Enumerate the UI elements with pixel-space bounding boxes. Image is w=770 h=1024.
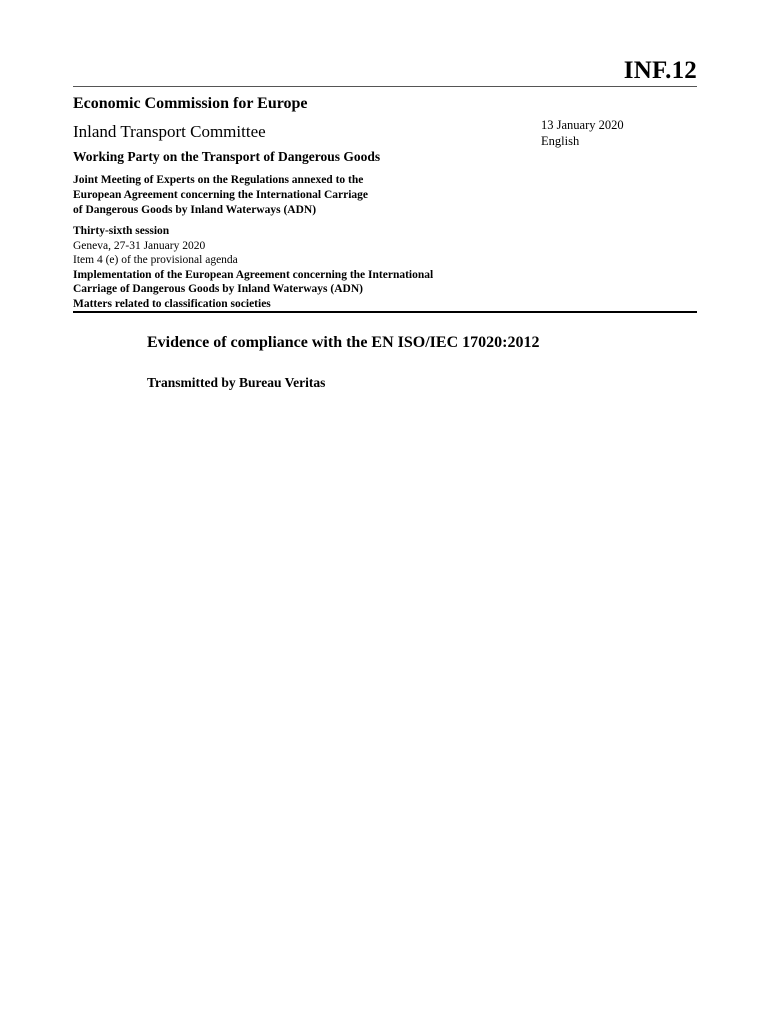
date-language-block	[541, 117, 624, 149]
organization-name: Economic Commission for Europe	[73, 95, 308, 112]
document-date: 13 January 2020	[541, 118, 624, 132]
committee-name: Inland Transport Committee	[73, 122, 266, 141]
working-party-name: Working Party on the Transport of Dangerous Goods	[73, 149, 381, 164]
session-name: Thirty-sixth session	[73, 225, 170, 237]
section-rule	[73, 311, 697, 313]
document-title: Evidence of compliance with the EN ISO/IEC 17020:2012	[147, 334, 540, 351]
agenda-subtitle: Matters related to classification societies	[73, 297, 271, 310]
joint-meeting-line: European Agreement concerning the International Carriage	[73, 189, 369, 201]
agenda-item: Item 4 (e) of the provisional agenda	[73, 254, 238, 266]
agenda-title-line: Implementation of the European Agreement concerning the International	[73, 268, 434, 281]
header-rule	[73, 86, 697, 87]
session-place-dates: Geneva, 27-31 January 2020	[73, 239, 206, 252]
document-symbol: INF.12	[623, 57, 697, 84]
session-block	[73, 224, 433, 311]
joint-meeting-line: of Dangerous Goods by Inland Waterways (ADN)	[73, 204, 317, 216]
joint-meeting-line: Joint Meeting of Experts on the Regulations annexed to the	[73, 174, 364, 186]
joint-meeting-title	[73, 173, 368, 218]
document-language: English	[541, 134, 580, 148]
transmitted-by: Transmitted by Bureau Veritas	[147, 375, 326, 390]
agenda-title-line: Carriage of Dangerous Goods by Inland Waterways (ADN)	[73, 283, 363, 295]
